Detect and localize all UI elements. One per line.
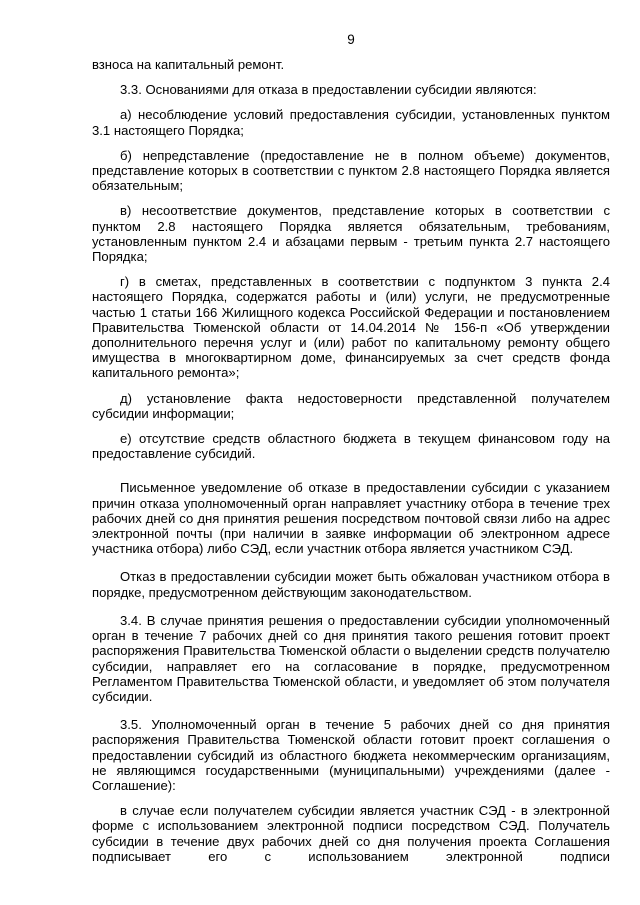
- paragraph-item-d: д) установление факта недостоверности представленной получателем субсидии информации;: [92, 390, 610, 421]
- paragraph-item-e: е) отсутствие средств областного бюджета в текущем финансовом году на предоставление субсидий.: [92, 431, 610, 462]
- paragraph-sed-case: в случае если получателем субсидии является участник СЭД - в электронной форме с использованием электронной подписи посредством СЭД. Получатель субсидии в течение двух рабочих дней со дня получения проекта Соглашения подписывает его с использованием электронной подписи: [92, 803, 610, 864]
- paragraph-item-b: б) непредставление (предоставление не в полном объеме) документов, представление которых в соответствии с пунктом 2.8 настоящего Порядка является обязательным;: [92, 147, 610, 194]
- paragraph-item-a: а) несоблюдение условий предоставления субсидии, установленных пунктом 3.1 настоящего Порядка;: [92, 107, 610, 138]
- paragraph-3-5: 3.5. Уполномоченный орган в течение 5 рабочих дней со дня принятия распоряжения Правительства Тюменской области готовит проект соглашения о предоставлении субсидий из областного бюджета некоммерческим организациям, не являющимся государственными (муниципальными) учреждениями (далее - Соглашение):: [92, 717, 610, 793]
- paragraph-3-4: 3.4. В случае принятия решения о предоставлении субсидии уполномоченный орган в течение 7 рабочих дней со дня принятия такого решения готовит проект распоряжения Правительства Тюменской области о выделении средств получателю субсидии, направляет его на согласование в порядке, предусмотренном Регламентом Правительства Тюменской области, и уведомляет об этом получателя субсидии.: [92, 612, 610, 704]
- paragraph-item-v: в) несоответствие документов, представление которых в соответствии с пунктом 2.8 настоящего Порядка является обязательным, требованиям, установленным пунктом 2.4 и абзацами первым - третьим пункта 2.7 настоящего Порядка;: [92, 203, 610, 265]
- paragraph-3-3: 3.3. Основаниями для отказа в предоставлении субсидии являются:: [120, 82, 537, 98]
- paragraph-refusal-appeal: Отказ в предоставлении субсидии может быть обжалован участником отбора в порядке, предусмотренном действующим законодательством.: [92, 569, 610, 600]
- paragraph-item-g: г) в сметах, представленных в соответствии с подпунктом 3 пункта 2.4 настоящего Порядка, содержатся работы и (или) услуги, не предусмотренные частью 1 статьи 166 Жилищного кодекса Российской Федерации и постановлением Правительства Тюменской области от 14.04.2014 № 156-п «Об утверждении дополнительного перечня услуг и (или) работ по капитальному ремонту общего имущества в многоквартирном доме, финансируемых за счет средств фонда капитального ремонта»;: [92, 274, 610, 381]
- page-number: 9: [347, 32, 355, 47]
- document-body: [92, 57, 610, 864]
- paragraph-continuation: взноса на капитальный ремонт.: [92, 57, 285, 72]
- paragraph-refusal-notice: Письменное уведомление об отказе в предоставлении субсидии с указанием причин отказа уполномоченный орган направляет участнику отбора в течение трех рабочих дней со дня принятия решения посредством почтовой связи либо на адрес электронной почты (при наличии в заявке информации об электронном адресе участника отбора) либо СЭД, если участник отбора является участником СЭД.: [92, 480, 610, 557]
